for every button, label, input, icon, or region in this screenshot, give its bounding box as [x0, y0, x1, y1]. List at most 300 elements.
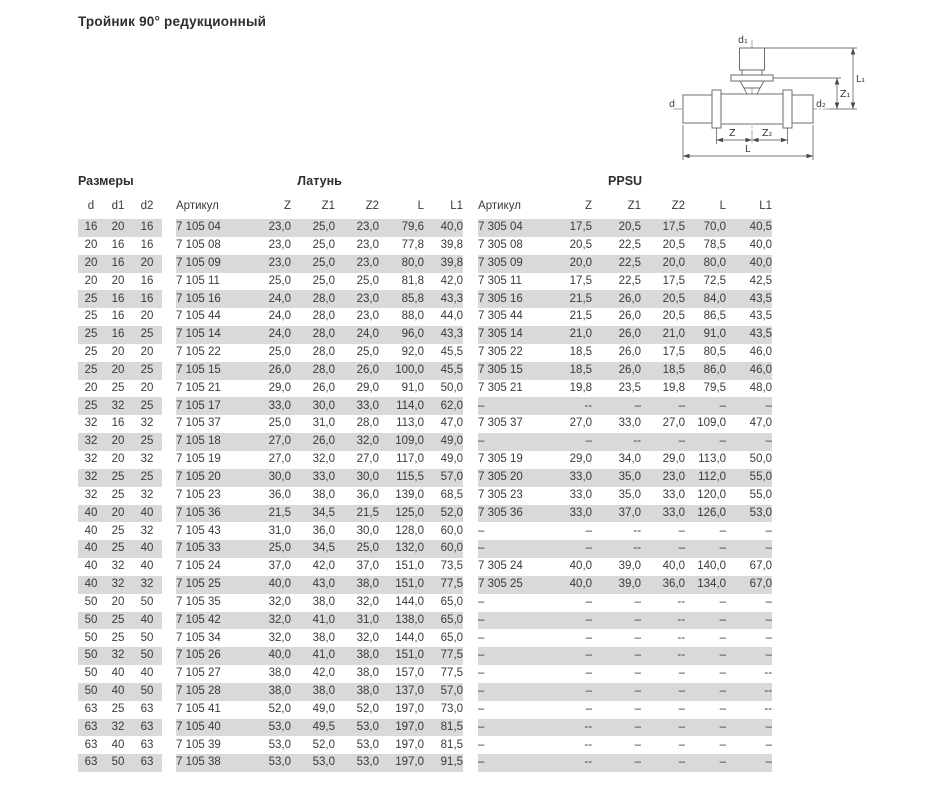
brass-cell-l1: 65,0 — [440, 595, 464, 608]
ppsu-cell-z2: – — [641, 754, 685, 772]
group-gap — [463, 219, 478, 237]
ppsu-cell-z1: 35,0 — [592, 469, 641, 487]
ppsu-cell-z1: – — [634, 702, 642, 715]
brass-cell-z: 27,0 — [253, 433, 291, 451]
col-header-ppsu-l: L — [719, 199, 727, 212]
ppsu-cell-l: 78,5 — [703, 239, 727, 252]
ppsu-cell-article: – — [478, 754, 556, 772]
brass-cell-l1: 65,0 — [424, 612, 463, 630]
ppsu-cell-article: 7 305 08 — [478, 239, 523, 252]
label-z2: Z₂ — [762, 128, 773, 139]
brass-cell-z: 36,0 — [268, 488, 292, 501]
brass-cell-z2: 33,0 — [335, 397, 379, 415]
brass-cell-z: 31,0 — [268, 524, 292, 537]
ppsu-cell-z2: 20,5 — [641, 290, 685, 308]
brass-cell-z2: 25,0 — [335, 540, 379, 558]
ppsu-cell-z: – — [556, 540, 592, 558]
ppsu-cell-l1: 42,5 — [749, 274, 773, 287]
brass-cell-z1: 34,5 — [291, 540, 335, 558]
size-cell-d1: 25 — [104, 540, 132, 558]
brass-cell-z1: 43,0 — [291, 576, 335, 594]
size-cell-d1: 25 — [104, 612, 132, 630]
ppsu-cell-l: – — [719, 667, 727, 680]
group-gap — [463, 168, 478, 194]
brass-cell-l: 197,0 — [379, 719, 424, 737]
brass-cell-l1: 77,5 — [424, 647, 463, 665]
brass-cell-z1: 38,0 — [312, 595, 336, 608]
brass-cell-z2: 30,0 — [356, 524, 380, 537]
size-cell-d1: 32 — [104, 576, 132, 594]
brass-cell-z2: 38,0 — [335, 576, 379, 594]
brass-cell-article: 7 105 34 — [176, 631, 221, 644]
brass-cell-z: 32,0 — [268, 631, 292, 644]
ppsu-cell-z2: 33,0 — [641, 505, 685, 523]
ppsu-cell-article: 7 305 15 — [478, 362, 556, 380]
group-gap — [162, 665, 176, 683]
ppsu-cell-z2: -- — [641, 612, 685, 630]
size-cell-d1: 16 — [111, 310, 125, 323]
brass-cell-l: 91,0 — [401, 381, 425, 394]
ppsu-cell-l1: 46,0 — [726, 362, 772, 380]
group-gap — [463, 629, 478, 647]
table-row — [78, 594, 772, 612]
group-gap — [162, 754, 176, 772]
size-cell-d2: 63 — [140, 702, 154, 715]
brass-cell-article: 7 105 11 — [176, 274, 220, 287]
size-cell-d: 25 — [78, 397, 104, 415]
size-cell-d2: 50 — [140, 595, 154, 608]
ppsu-cell-l: 79,5 — [703, 381, 727, 394]
size-cell-d: 25 — [78, 362, 104, 380]
ppsu-cell-z2: – — [678, 738, 686, 751]
ppsu-cell-z2: 19,8 — [662, 381, 686, 394]
brass-cell-z: 52,0 — [268, 702, 292, 715]
brass-cell-article: 7 105 22 — [176, 346, 221, 359]
ppsu-cell-z: -- — [556, 719, 592, 737]
brass-cell-l1: 57,0 — [424, 683, 463, 701]
ppsu-cell-l: – — [719, 702, 727, 715]
table-row — [78, 576, 772, 594]
brass-cell-article: 7 105 38 — [176, 754, 253, 772]
label-z1: Z₁ — [840, 89, 851, 100]
size-cell-d: 40 — [78, 505, 104, 523]
group-gap — [463, 397, 478, 415]
ppsu-cell-z2: 17,5 — [662, 346, 686, 359]
group-gap — [162, 255, 176, 273]
group-gap — [463, 308, 478, 326]
size-cell-d2: 40 — [132, 505, 162, 523]
brass-cell-l: 88,0 — [401, 310, 425, 323]
table-row — [78, 344, 772, 362]
brass-cell-l: 128,0 — [395, 524, 425, 537]
brass-cell-article: 7 105 40 — [176, 719, 253, 737]
size-cell-d2: 32 — [132, 576, 162, 594]
brass-cell-l: 81,8 — [401, 274, 425, 287]
size-cell-d2: 40 — [132, 540, 162, 558]
group-gap — [162, 647, 176, 665]
brass-cell-z2: 37,0 — [356, 560, 380, 573]
table-row — [78, 487, 772, 505]
size-cell-d: 20 — [78, 255, 104, 273]
ppsu-cell-article: 7 305 21 — [478, 381, 523, 394]
ppsu-cell-l: 134,0 — [685, 576, 726, 594]
ppsu-cell-z: – — [585, 667, 593, 680]
brass-cell-z1: 25,0 — [291, 219, 335, 237]
branch-neck — [740, 81, 764, 88]
size-cell-d: 50 — [84, 595, 98, 608]
ppsu-cell-l1: 53,0 — [726, 505, 772, 523]
brass-cell-z1: 28,0 — [291, 362, 335, 380]
ppsu-cell-z: 21,5 — [569, 310, 593, 323]
size-cell-d: 40 — [84, 524, 98, 537]
size-cell-d: 50 — [84, 631, 98, 644]
ppsu-cell-z2: 17,5 — [662, 274, 686, 287]
brass-cell-article: 7 105 04 — [176, 219, 253, 237]
brass-cell-z1: 32,0 — [312, 453, 336, 466]
col-header-brass-l1: L1 — [450, 199, 464, 212]
col-header-brass-z1: Z1 — [321, 199, 336, 212]
brass-cell-z: 38,0 — [253, 683, 291, 701]
group-gap — [162, 683, 176, 701]
brass-cell-z: 27,0 — [268, 453, 292, 466]
group-gap — [162, 629, 176, 647]
brass-cell-z: 40,0 — [253, 576, 291, 594]
ppsu-cell-l: 113,0 — [698, 453, 727, 466]
brass-cell-l1: 49,0 — [424, 433, 463, 451]
brass-cell-z2: 26,0 — [335, 362, 379, 380]
group-header-row — [78, 168, 772, 194]
ppsu-cell-l1: 46,0 — [749, 346, 773, 359]
brass-cell-z: 26,0 — [253, 362, 291, 380]
group-gap — [162, 194, 176, 219]
brass-cell-z2: 23,0 — [356, 310, 380, 323]
ppsu-cell-l: 91,0 — [685, 326, 726, 344]
brass-cell-z2: 32,0 — [356, 631, 380, 644]
brass-cell-l1: 73,0 — [440, 702, 464, 715]
ppsu-cell-l1: 43,5 — [749, 310, 773, 323]
brass-cell-l: 113,0 — [396, 417, 425, 430]
page-title: Тройник 90° редукционный — [78, 14, 267, 29]
ppsu-cell-l1: 55,0 — [726, 469, 772, 487]
group-gap — [162, 451, 176, 469]
brass-cell-l: 151,0 — [379, 576, 424, 594]
ppsu-cell-z: – — [585, 524, 593, 537]
ppsu-cell-z1: 26,0 — [592, 326, 641, 344]
ppsu-cell-l: – — [685, 612, 726, 630]
group-gap — [162, 168, 176, 194]
brass-cell-z2: 21,5 — [335, 505, 379, 523]
ppsu-cell-l1: – — [726, 612, 772, 630]
group-gap — [463, 273, 478, 291]
col-header-d1: d1 — [111, 199, 125, 212]
brass-cell-article: 7 105 44 — [176, 310, 221, 323]
brass-cell-z1: 33,0 — [291, 469, 335, 487]
brass-cell-z1: 52,0 — [312, 738, 336, 751]
brass-cell-article: 7 105 41 — [176, 702, 221, 715]
group-gap — [162, 522, 176, 540]
table-row — [78, 219, 772, 237]
size-cell-d: 32 — [78, 469, 104, 487]
brass-cell-l1: 40,0 — [424, 219, 463, 237]
label-d1: d₁ — [738, 35, 748, 46]
table-row — [78, 736, 772, 754]
size-cell-d2: 20 — [132, 255, 162, 273]
brass-cell-z2: 52,0 — [356, 702, 380, 715]
size-cell-d2: 32 — [140, 417, 154, 430]
group-gap — [463, 237, 478, 255]
ppsu-cell-z: -- — [584, 738, 593, 751]
brass-cell-article: 7 105 21 — [176, 381, 221, 394]
size-cell-d: 32 — [84, 488, 98, 501]
brass-cell-z: 40,0 — [253, 647, 291, 665]
ppsu-cell-l1: 40,0 — [726, 255, 772, 273]
brass-cell-z2: 38,0 — [335, 647, 379, 665]
size-cell-d: 25 — [78, 326, 104, 344]
brass-cell-l1: 81,5 — [440, 738, 464, 751]
brass-cell-l: 85,8 — [379, 290, 424, 308]
col-header-brass-article: Артикул — [176, 199, 219, 212]
brass-cell-z2: 53,0 — [356, 738, 380, 751]
ppsu-cell-z2: 27,0 — [662, 417, 686, 430]
brass-cell-z: 24,0 — [253, 326, 291, 344]
ppsu-cell-z2: 20,0 — [641, 255, 685, 273]
group-header-brass: Латунь — [297, 173, 342, 188]
brass-cell-z: 25,0 — [268, 346, 292, 359]
brass-cell-l1: 42,0 — [440, 274, 464, 287]
body-tube — [721, 94, 783, 124]
size-cell-d1: 32 — [104, 397, 132, 415]
brass-cell-l: 117,0 — [396, 453, 425, 466]
ppsu-cell-l1: 50,0 — [749, 453, 773, 466]
size-cell-d: 20 — [84, 381, 98, 394]
group-gap — [463, 701, 478, 719]
ppsu-cell-z1: 39,0 — [592, 576, 641, 594]
size-cell-d1: 32 — [104, 719, 132, 737]
col-header-ppsu-z: Z — [585, 199, 593, 212]
ppsu-cell-l1: – — [765, 631, 773, 644]
brass-cell-z2: 23,0 — [335, 290, 379, 308]
size-cell-d2: 50 — [140, 631, 154, 644]
brass-cell-z2: 53,0 — [335, 754, 379, 772]
col-header-ppsu-l1: L1 — [759, 199, 773, 212]
size-cell-d2: 32 — [140, 453, 154, 466]
group-gap — [463, 665, 478, 683]
ppsu-cell-article: 7 305 09 — [478, 255, 556, 273]
table-row — [78, 647, 772, 665]
group-gap — [162, 719, 176, 737]
ppsu-cell-z2: – — [678, 524, 686, 537]
brass-cell-article: 7 105 28 — [176, 683, 253, 701]
group-header-ppsu: PPSU — [608, 173, 643, 188]
table-row — [78, 255, 772, 273]
size-cell-d: 50 — [78, 612, 104, 630]
right-knurl — [792, 95, 813, 123]
brass-cell-l: 151,0 — [395, 560, 425, 573]
brass-cell-article: 7 105 17 — [176, 397, 253, 415]
size-cell-d2: 40 — [140, 667, 154, 680]
size-cell-d: 20 — [84, 239, 98, 252]
brass-cell-z2: 27,0 — [356, 453, 380, 466]
ppsu-cell-l: – — [685, 540, 726, 558]
brass-cell-l1: 47,0 — [440, 417, 464, 430]
table-row — [78, 701, 772, 719]
brass-cell-z2: 25,0 — [356, 274, 380, 287]
size-cell-d2: 20 — [140, 310, 154, 323]
ppsu-cell-z: – — [556, 612, 592, 630]
brass-cell-l: 157,0 — [395, 667, 425, 680]
group-gap — [463, 380, 478, 398]
size-cell-d2: 63 — [140, 738, 154, 751]
size-cell-d2: 25 — [132, 362, 162, 380]
size-cell-d2: 40 — [140, 560, 154, 573]
ppsu-cell-z2: -- — [677, 595, 686, 608]
group-gap — [463, 255, 478, 273]
brass-cell-article: 7 105 43 — [176, 524, 221, 537]
group-gap — [463, 647, 478, 665]
size-cell-d: 40 — [78, 576, 104, 594]
group-gap — [162, 237, 176, 255]
ppsu-cell-z2: – — [678, 702, 686, 715]
brass-cell-z1: 31,0 — [312, 417, 336, 430]
brass-cell-l1: 39,8 — [440, 239, 464, 252]
size-cell-d1: 20 — [104, 433, 132, 451]
ppsu-cell-z: 40,0 — [569, 560, 593, 573]
ppsu-cell-article: – — [478, 667, 485, 680]
group-gap — [463, 576, 478, 594]
brass-cell-z: 23,0 — [268, 239, 292, 252]
table-row — [78, 308, 772, 326]
ppsu-cell-l1: – — [726, 754, 772, 772]
brass-cell-l: 138,0 — [379, 612, 424, 630]
brass-cell-z1: 49,5 — [291, 719, 335, 737]
ppsu-cell-z1: 35,0 — [618, 488, 642, 501]
brass-cell-article: 7 105 14 — [176, 326, 253, 344]
ppsu-cell-l: 109,0 — [697, 417, 727, 430]
brass-cell-z: 21,5 — [253, 505, 291, 523]
size-cell-d: 25 — [84, 346, 98, 359]
size-cell-d: 32 — [84, 417, 98, 430]
group-gap — [463, 415, 478, 433]
brass-cell-l: 151,0 — [379, 647, 424, 665]
group-gap — [463, 719, 478, 737]
ppsu-cell-z: – — [556, 683, 592, 701]
ppsu-cell-l1: 55,0 — [749, 488, 773, 501]
ppsu-cell-l: 84,0 — [685, 290, 726, 308]
group-gap — [463, 344, 478, 362]
size-cell-d1: 32 — [104, 647, 132, 665]
ppsu-cell-z2: – — [641, 397, 685, 415]
ppsu-cell-l: 112,0 — [685, 469, 726, 487]
brass-cell-l1: 65,0 — [440, 631, 464, 644]
ppsu-cell-z2: – — [641, 683, 685, 701]
ppsu-cell-z: 19,8 — [569, 381, 593, 394]
brass-cell-article: 7 105 42 — [176, 612, 253, 630]
group-gap — [162, 576, 176, 594]
brass-cell-z1: 28,0 — [312, 310, 336, 323]
ppsu-cell-z: 33,0 — [569, 488, 593, 501]
size-cell-d1: 16 — [111, 239, 125, 252]
group-gap — [463, 362, 478, 380]
col-header-brass-z: Z — [283, 199, 292, 212]
brass-cell-z1: 41,0 — [291, 647, 335, 665]
ppsu-cell-l1: – — [726, 397, 772, 415]
ppsu-cell-z1: 22,5 — [592, 255, 641, 273]
brass-cell-l: 197,0 — [395, 738, 425, 751]
brass-cell-l: 137,0 — [379, 683, 424, 701]
size-cell-d1: 16 — [104, 255, 132, 273]
brass-cell-z: 25,0 — [253, 540, 291, 558]
ppsu-cell-z: 20,0 — [556, 255, 592, 273]
ppsu-cell-l1: -- — [726, 683, 772, 701]
table-row — [78, 469, 772, 487]
size-cell-d1: 50 — [104, 754, 132, 772]
ppsu-cell-article: – — [478, 595, 485, 608]
size-cell-d2: 32 — [140, 524, 154, 537]
ppsu-cell-z2: 40,0 — [662, 560, 686, 573]
brass-cell-z: 37,0 — [268, 560, 292, 573]
ppsu-cell-z2: -- — [677, 631, 686, 644]
brass-cell-l1: 52,0 — [424, 505, 463, 523]
brass-cell-z1: 28,0 — [291, 290, 335, 308]
brass-cell-l: 109,0 — [379, 433, 424, 451]
brass-cell-article: 7 105 24 — [176, 560, 221, 573]
ppsu-cell-z1: 20,5 — [592, 219, 641, 237]
brass-cell-article: 7 105 39 — [176, 738, 221, 751]
ppsu-cell-z2: – — [641, 540, 685, 558]
size-cell-d: 50 — [78, 683, 104, 701]
size-cell-d1: 32 — [111, 560, 125, 573]
ppsu-cell-z: – — [585, 631, 593, 644]
branch-tube — [742, 70, 762, 75]
size-cell-d2: 16 — [140, 274, 154, 287]
size-cell-d2: 16 — [140, 239, 154, 252]
size-cell-d: 32 — [78, 433, 104, 451]
ppsu-cell-l: 80,0 — [685, 255, 726, 273]
table-row — [78, 397, 772, 415]
ppsu-cell-article: 7 305 19 — [478, 453, 523, 466]
group-gap — [463, 505, 478, 523]
size-cell-d1: 20 — [104, 362, 132, 380]
ppsu-cell-z1: -- — [592, 433, 641, 451]
brass-cell-l: 92,0 — [401, 346, 425, 359]
size-cell-d: 50 — [84, 667, 98, 680]
table-row — [78, 380, 772, 398]
brass-cell-z: 32,0 — [253, 612, 291, 630]
brass-cell-l1: 45,5 — [440, 346, 464, 359]
brass-cell-z2: 29,0 — [356, 381, 380, 394]
ppsu-cell-z: 29,0 — [569, 453, 593, 466]
size-cell-d1: 25 — [111, 488, 125, 501]
brass-cell-z: 24,0 — [268, 310, 292, 323]
size-cell-d: 63 — [84, 702, 98, 715]
ppsu-cell-z1: – — [634, 595, 642, 608]
table-row — [78, 719, 772, 737]
brass-cell-article: 7 105 18 — [176, 433, 253, 451]
ppsu-cell-z1: 22,5 — [618, 239, 642, 252]
ppsu-cell-l: 72,5 — [703, 274, 727, 287]
brass-cell-z: 23,0 — [253, 255, 291, 273]
size-cell-d2: 20 — [140, 381, 154, 394]
ppsu-cell-z1: 26,0 — [592, 362, 641, 380]
group-gap — [463, 451, 478, 469]
brass-cell-article: 7 105 37 — [176, 417, 221, 430]
ppsu-cell-z: – — [585, 702, 593, 715]
ppsu-cell-article: 7 305 20 — [478, 469, 556, 487]
size-cell-d1: 40 — [111, 738, 125, 751]
brass-cell-l1: 45,5 — [424, 362, 463, 380]
table-row — [78, 433, 772, 451]
group-gap — [463, 522, 478, 540]
